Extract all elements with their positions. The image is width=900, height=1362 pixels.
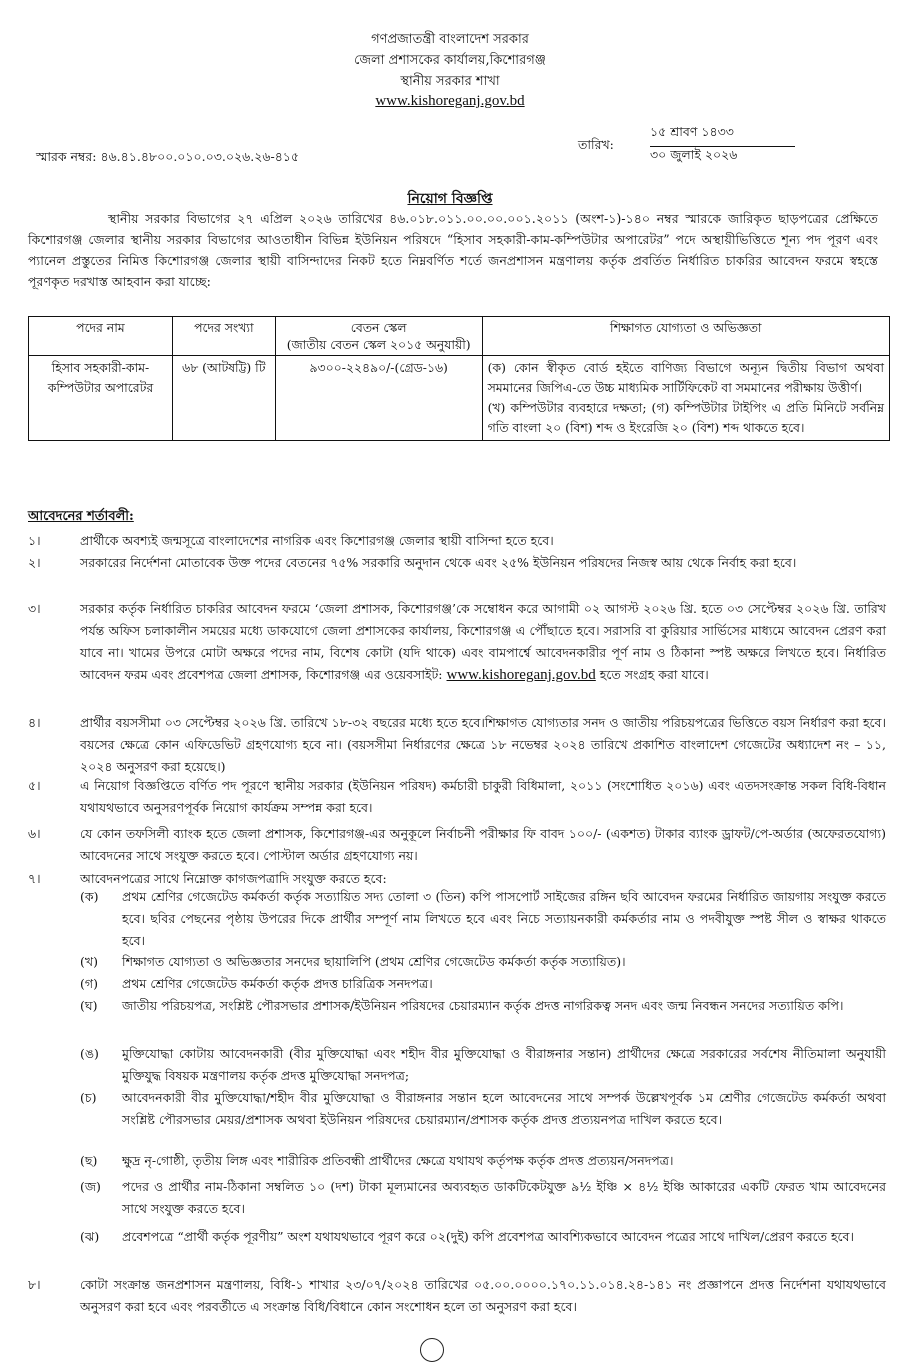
website-link-inline[interactable]: www.kishoreganj.gov.bd [446,667,596,683]
conditions-heading: আবেদনের শর্তাবলী: [28,509,134,524]
condition-text: প্রার্থীর বয়সসীমা ০৩ সেপ্টেম্বর ২০২৬ খ্রি. তারিখে ১৮-৩২ বছরের মধ্যে হতে হবে।শিক্ষাগত যোগ্যতার সনদ ও জাতীয় পরিচয়পত্রের ভিত্তিতে বয়স নির্ধারণ করা হবে। বয়সের ক্ষেত্রে কোন এফিডেভিট গ্রহণযোগ্য হবে না। (বয়সসীমা নির্ধারণের ক্ষেত্রে ১৮ নভেম্বর ২০২৪ তারিখে প্রকাশিত বাংলাদেশ গেজেটের অধ্যাদেশ নং – ১১, ২০২৪ অনুসরণ করা হয়েছে।) [80,715,886,774]
condition-number: ৪। [28,715,41,730]
condition-text: আবেদনপত্রের সাথে নিম্নোক্ত কাগজপত্রাদি সংযুক্ত করতে হবে: [80,871,387,886]
condition-number: ৬। [28,826,41,841]
header-scale-note: (জাতীয় বেতন স্কেল ২০১৫ অনুযায়ী) [286,337,471,352]
document-text: আবেদনকারী বীর মুক্তিযোদ্ধা/শহীদ বীর মুক্তিযোদ্ধা ও বীরাঙ্গনার সন্তান হলে আবেদনের সাথে সম্পর্ক উল্লেখপূর্বক ১ম শ্রেণীর গেজেটেড কর্মকর্তা অথবা সংশ্লিষ্ট পৌরসভার মেয়র/প্রশাসক অথবা ইউনিয়ন পরিষদের চেয়ারম্যান/প্রশাসক কর্তৃক প্রদত্ত প্রত্যয়নপত্র দাখিল করতে হবে। [122,1090,886,1127]
date-label: তারিখ: [578,137,614,152]
condition-number: ৩। [28,601,41,616]
header-count: পদের সংখ্যা [172,317,275,356]
document-letter: (ঘ) [80,998,98,1013]
document-letter: (চ) [80,1090,97,1105]
document-letter: (ঝ) [80,1229,100,1244]
document-letter: (ছ) [80,1153,98,1168]
page-number-circle [420,1338,444,1362]
intro-paragraph: স্থানীয় সরকার বিভাগের ২৭ এপ্রিল ২০২৬ তারিখের ৪৬.০১৮.০১১.০০.০০.০০১.২০১১ (অংশ-১)-১৪০ নম্বর স্মারকে জারিকৃত ছাড়পত্রের প্রেক্ষিতে কিশোরগঞ্জ জেলার স্থানীয় সরকার বিভাগের আওতাধীন বিভিন্ন ইউনিয়ন পরিষদে “হিসাব সহকারী-কাম-কম্পিউটার অপারেটর” পদে অস্থায়ীভিত্তিতে শূন্য পদ পূরণ এবং প্যানেল প্রস্তুতের নিমিত্ত কিশোরগঞ্জ জেলার স্থায়ী বাসিন্দাদের নিকট হতে নিম্নবর্ণিত শর্তে জনপ্রশাসন মন্ত্রণালয় কর্তৃক প্রবর্তিত নির্ধারিত চাকরির আবেদন ফরমে স্বহস্তে পূরণকৃত দরখাস্ত আহবান করা যাচ্ছে: [28,211,878,289]
condition-number: ৫। [28,778,41,793]
table-header-row [29,317,890,356]
memo-ref-value: ৪৬.৪১.৪৮০০.০১০.০৩.০২৬.২৬-৪১৫ [100,149,300,164]
condition-text: এ নিয়োগ বিজ্ঞপ্তিতে বর্ণিত পদ পূরণে স্থানীয় সরকার (ইউনিয়ন পরিষদ) কর্মচারী চাকুরী বিধিমালা, ২০১১ (সংশোধিত ২০১৬) এবং এতদসংক্রান্ত সকল বিধি-বিধান যথাযথভাবে অনুসরণপূর্বক নিয়োগ কার্যক্রম সম্পন্ন করা হবে। [80,778,886,815]
document-letter: (খ) [80,954,98,969]
date-gregorian: ৩০ জুলাই ২০২৬ [650,147,738,162]
cell-qualification [482,356,889,441]
cell-count: ৬৮ (আটষট্টি) টি [172,356,275,441]
govt-name: গণপ্রজাতন্ত্রী বাংলাদেশ সরকার [371,32,529,47]
condition-text: যে কোন তফসিলী ব্যাংক হতে জেলা প্রশাসক, কিশোরগঞ্জ-এর অনুকূলে নির্বাচনী পরীক্ষার ফি বাবদ ১০০/- (একশত) টাকার ব্যাংক ড্রাফট/পে-অর্ডার (অফেরতযোগ্য) আবেদনের সাথে সংযুক্ত করতে হবে। পোস্টাল অর্ডার গ্রহণযোগ্য নয়। [80,826,886,863]
condition-text [80,598,886,686]
qualification-b: (খ) কম্পিউটার ব্যবহারে দক্ষতা; (গ) কম্পিউটার টাইপিং এ প্রতি মিনিটে সর্বনিম্ন গতি বাংলা ২০ (বিশ) শব্দ ও ইংরেজি ২০ (বিশ) শব্দ থাকতে হবে। [487,400,884,435]
condition-number: ৭। [28,871,41,886]
document-text: প্রথম শ্রেণির গেজেটেড কর্মকর্তা কর্তৃক সত্যায়িত সদ্য তোলা ৩ (তিন) কপি পাসপোর্ট সাইজের রঙ্গিন ছবি আবেদন ফরমের নির্ধারিত জায়গায় সংযুক্ত করতে হবে। ছবির পেছনের পৃষ্ঠায় উপরের দিকে প্রার্থীর সম্পূর্ণ নাম লিখতে হবে এবং নিচে সত্যায়নকারী কর্মকর্তার নাম ও পদবীযুক্ত স্পষ্ট সীল ও স্বাক্ষর থাকতে হবে। [122,889,886,948]
document-letter: (জ) [80,1179,101,1194]
branch-name: স্থানীয় সরকার শাখা [400,74,500,89]
post-table [28,316,890,441]
memo-ref-label: স্মারক নম্বর: [36,149,101,164]
table-row [29,356,890,441]
document-letter: (ঙ) [80,1046,99,1061]
condition-text: প্রার্থীকে অবশ্যই জন্মসূত্রে বাংলাদেশের নাগরিক এবং কিশোরগঞ্জ জেলার স্থায়ী বাসিন্দা হতে হবে। [80,533,554,548]
memo-ref [36,149,299,169]
date-bangla: ১৫ শ্রাবণ ১৪৩৩ [650,124,795,147]
qualification-a: (ক) কোন স্বীকৃত বোর্ড হইতে বাণিজ্য বিভাগে অন্যূন দ্বিতীয় বিভাগ অথবা সমমানের জিপিএ-তে উচ্চ মাধ্যমিক সার্টিফিকেট বা সমমানের পরীক্ষায় উত্তীর্ণ। [487,360,884,395]
condition-text-tail: হতে সংগ্রহ করা যাবে। [595,667,709,682]
document-text: প্রবেশপত্রে “প্রার্থী কর্তৃক পূরণীয়” অংশ যথাযথভাবে পূরণ করে ০২(দুই) কপি প্রবেশপত্র আবশ্যিকভাবে আবেদন পত্রের সাথে দাখিল/প্রেরণ করতে হবে। [122,1229,854,1244]
condition-text-body: সরকার কর্তৃক নির্ধারিত চাকরির আবেদন ফরমে ‘জেলা প্রশাসক, কিশোরগঞ্জ’কে সম্বোধন করে আগামী ০২ আগস্ট ২০২৬ খ্রি. হতে ০৩ সেপ্টেম্বর ২০২৬ খ্রি. তারিখ পর্যন্ত অফিস চলাকালীন সময়ের মধ্যে ডাকযোগে জেলা প্রশাসকের কার্যালয়, কিশোরগঞ্জ এ পৌঁছাতে হবে। সরাসরি বা কুরিয়ার সার্ভিসের মাধ্যমে আবেদন প্রেরণ করা যাবে না। খামের উপরে মোটা অক্ষরে পদের নাম, বিশেষ কোটা (যদি থাকে) এবং বামপার্শ্বে আবেদনকারীর পূর্ণ নাম ও ঠিকানা স্পষ্ট অক্ষরে লিখতে হবে। নির্ধারিত আবেদন ফরম এবং প্রবেশপত্র জেলা প্রশাসক, কিশোরগঞ্জ এর ওয়েবসাইট: [80,601,886,682]
header-qualification: শিক্ষাগত যোগ্যতা ও অভিজ্ঞতা [482,317,889,356]
condition-number: ২। [28,555,41,570]
document-text: জাতীয় পরিচয়পত্র, সংশ্লিষ্ট পৌরসভার প্রশাসক/ইউনিয়ন পরিষদের চেয়ারম্যান কর্তৃক প্রদত্ত নাগরিকত্ব সনদ এবং জন্ম নিবন্ধন সনদের সত্যায়িত কপি। [122,998,844,1013]
document-letter: (ক) [80,889,99,904]
website-link[interactable]: www.kishoreganj.gov.bd [375,93,525,109]
cell-scale: ৯৩০০-২২৪৯০/-(গ্রেড-১৬) [275,356,482,441]
document-text: মুক্তিযোদ্ধা কোটায় আবেদনকারী (বীর মুক্তিযোদ্ধা এবং শহীদ বীর মুক্তিযোদ্ধা ও বীরাঙ্গনার সন্তান) প্রার্থীদের ক্ষেত্রে সরকারের সর্বশেষ নীতিমালা অনুযায়ী মুক্তিযুদ্ধ বিষয়ক মন্ত্রণালয় কর্তৃক প্রদত্ত মুক্তিযোদ্ধা সনদপত্র; [122,1046,886,1083]
condition-text: কোটা সংক্রান্ত জনপ্রশাসন মন্ত্রণালয়, বিধি-১ শাখার ২৩/০৭/২০২৪ তারিখের ০৫.০০.০০০০.১৭০.১১.০১৪.২৪-১৪১ নং প্রজ্ঞাপনে প্রদত্ত নির্দেশনা যথাযথভাবে অনুসরণ করা হবে এবং পরবর্তীতে এ সংক্রান্ত বিধি/বিধানে কোন সংশোধন হলে তা অনুসরণ করা হবে। [80,1277,886,1314]
header-post: পদের নাম [29,317,173,356]
cell-post: হিসাব সহকারী-কাম-কম্পিউটার অপারেটর [29,356,173,441]
document-text: শিক্ষাগত যোগ্যতা ও অভিজ্ঞতার সনদের ছায়ালিপি (প্রথম শ্রেণির গেজেটেড কর্মকর্তা কর্তৃক সত্যায়িত)। [122,954,626,969]
document-letter: (গ) [80,976,98,991]
notice-title: নিয়োগ বিজ্ঞপ্তি [407,191,493,207]
document-text: পদের ও প্রার্থীর নাম-ঠিকানা সম্বলিত ১০ (দশ) টাকা মূল্যমানের অব্যবহৃত ডাকটিকেটযুক্ত ৯½ ইঞ্চি × ৪½ ইঞ্চি আকারের একটি ফেরত খাম আবেদনের সাথে সংযুক্ত করতে হবে। [122,1179,886,1216]
document-text: প্রথম শ্রেণির গেজেটেড কর্মকর্তা কর্তৃক প্রদত্ত চারিত্রিক সনদপত্র। [122,976,433,991]
office-name: জেলা প্রশাসকের কার্যালয়,কিশোরগঞ্জ [354,53,546,68]
condition-number: ৮। [28,1277,41,1292]
condition-number: ১। [28,533,41,548]
header-scale [275,317,482,356]
condition-text: সরকারের নির্দেশনা মোতাবেক উক্ত পদের বেতনের ৭৫% সরকারি অনুদান থেকে এবং ২৫% ইউনিয়ন পরিষদের নিজস্ব আয় থেকে নির্বাহ করা হবে। [80,555,797,570]
document-text: ক্ষুদ্র নৃ-গোষ্ঠী, তৃতীয় লিঙ্গ এবং শারীরিক প্রতিবন্ধী প্রার্থীদের ক্ষেত্রে যথাযথ কর্তৃপক্ষ কর্তৃক প্রদত্ত প্রত্যয়ন/সনদপত্র। [122,1153,674,1168]
header-scale-title: বেতন স্কেল [350,320,407,335]
